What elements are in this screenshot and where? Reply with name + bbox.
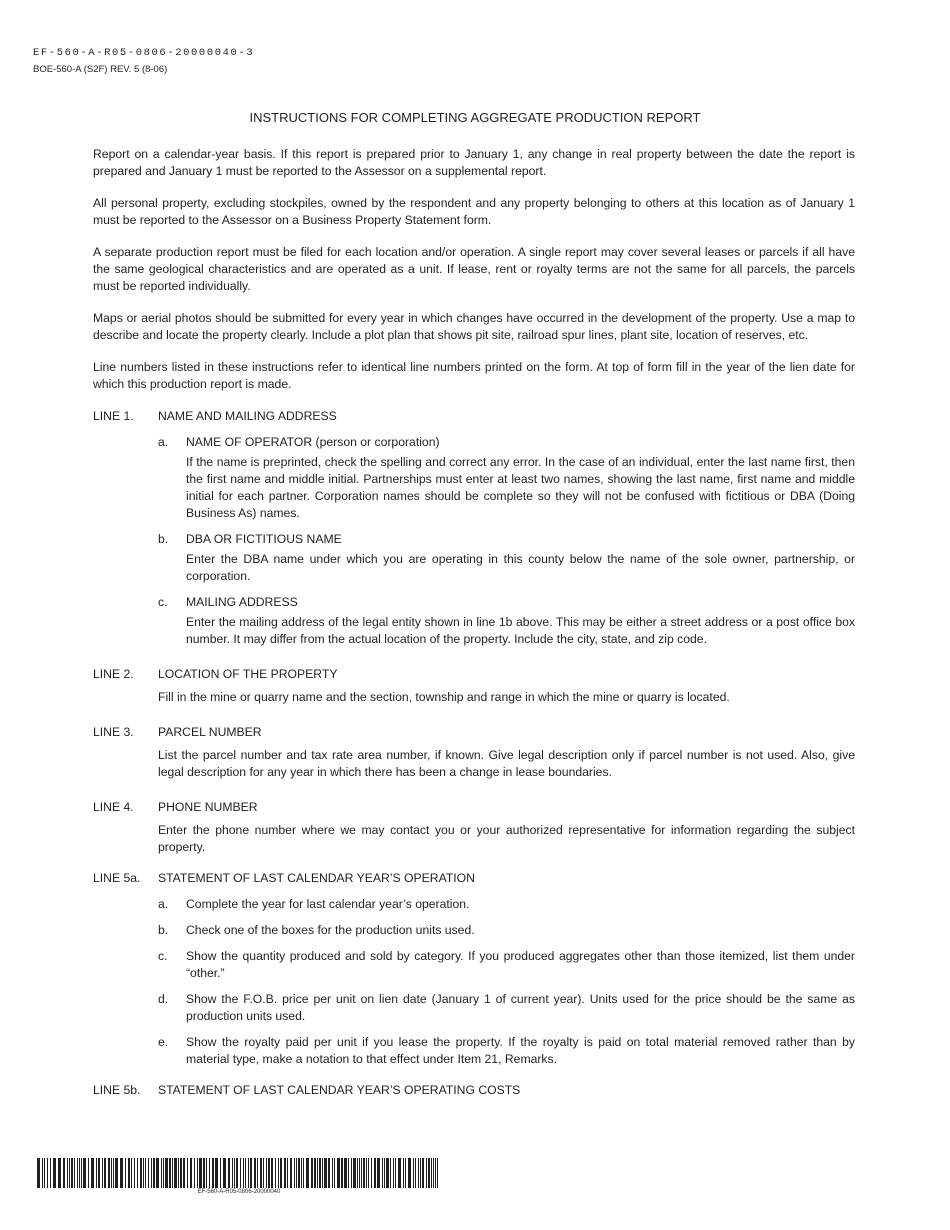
line-5b-title: STATEMENT OF LAST CALENDAR YEAR’S OPERATING COSTS bbox=[158, 1083, 521, 1097]
instructions-content bbox=[93, 146, 855, 1099]
line-5a-item-b-letter: b. bbox=[158, 923, 169, 937]
line-5a-item-c-text: Show the quantity produced and sold by category. If you produced aggregates other than those itemized, list them under “other.” bbox=[186, 949, 855, 980]
line-1b-item bbox=[158, 531, 855, 585]
line-4-title: PHONE NUMBER bbox=[158, 800, 258, 814]
line-2-number: LINE 2. bbox=[93, 667, 134, 681]
line-2-section bbox=[93, 666, 855, 706]
page-title: INSTRUCTIONS FOR COMPLETING AGGREGATE PRODUCTION REPORT bbox=[249, 110, 701, 125]
intro-paragraph-1: Report on a calendar-year basis. If this report is prepared prior to January 1, any change in real property between the date the report is prepared and January 1 must be reported to the Assessor on a supplemental report. bbox=[93, 147, 855, 178]
line-1c-item bbox=[158, 594, 855, 648]
line-5a-item-c bbox=[158, 948, 855, 982]
barcode-text: EF-560-A-R05-0806-20000040 bbox=[197, 1189, 281, 1195]
barcode-image bbox=[37, 1158, 441, 1188]
line-5a-item-d-letter: d. bbox=[158, 992, 169, 1006]
line-5a-item-e-letter: e. bbox=[158, 1035, 169, 1049]
line-1b-letter: b. bbox=[158, 532, 169, 546]
line-4-number: LINE 4. bbox=[93, 800, 134, 814]
line-5a-item-b-text: Check one of the boxes for the production units used. bbox=[186, 923, 475, 937]
line-1a-letter: a. bbox=[158, 435, 169, 449]
line-3-title: PARCEL NUMBER bbox=[158, 725, 262, 739]
line-5a-item-a bbox=[158, 896, 855, 913]
line-5a-item-a-text: Complete the year for last calendar year’s operation. bbox=[186, 897, 470, 911]
intro-paragraph-5: Line numbers listed in these instructions refer to identical line numbers printed on the form. At top of form fill in the year of the lien date for which this production report is made. bbox=[93, 360, 855, 391]
form-id: BOE-560-A (S2F) REV. 5 (8-06) bbox=[33, 64, 168, 75]
line-5a-item-e bbox=[158, 1034, 855, 1068]
line-1a-heading: NAME OF OPERATOR (person or corporation) bbox=[186, 435, 440, 449]
line-5a-item-d bbox=[158, 991, 855, 1025]
line-4-text: Enter the phone number where we may contact you or your authorized representative for information regarding the subject property. bbox=[158, 823, 855, 854]
document-code: EF-560-A-R05-0806-20000040-3 bbox=[33, 47, 255, 59]
line-5a-number: LINE 5a. bbox=[93, 871, 141, 885]
line-2-text: Fill in the mine or quarry name and the section, township and range in which the mine or quarry is located. bbox=[158, 690, 730, 704]
line-3-section bbox=[93, 724, 855, 781]
line-4-section bbox=[93, 799, 855, 856]
line-3-text: List the parcel number and tax rate area number, if known. Give legal description only if parcel number is not used. Also, give legal description for any year in which there has been a change in lease boundaries. bbox=[158, 748, 855, 779]
intro-paragraph-4: Maps or aerial photos should be submitted for every year in which changes have occurred in the development of the property. Use a map to describe and locate the property clearly. Include a plot plan that shows pit site, railroad spur lines, plant site, location of reserves, etc. bbox=[93, 311, 855, 342]
line-5a-title: STATEMENT OF LAST CALENDAR YEAR’S OPERATION bbox=[158, 871, 475, 885]
line-5a-item-e-text: Show the royalty paid per unit if you lease the property. If the royalty is paid on total material removed rather than by material type, make a notation to that effect under Item 21, Remarks. bbox=[186, 1035, 855, 1066]
line-5a-section bbox=[93, 870, 855, 1068]
line-1a-text: If the name is preprinted, check the spelling and correct any error. In the case of an individual, enter the last name first, then the first name and middle initial. Partnerships must enter at least two names, showing the last name, first name and middle initial for each partner. Corporation names should be complete so they will not be confused with fictitious or DBA (Doing Business As) names. bbox=[186, 455, 855, 520]
line-1-section bbox=[93, 408, 855, 648]
line-3-number: LINE 3. bbox=[93, 725, 134, 739]
line-5a-item-b bbox=[158, 922, 855, 939]
line-5a-item-d-text: Show the F.O.B. price per unit on lien date (January 1 of current year). Units used for the price should be the same as production units used. bbox=[186, 992, 855, 1023]
intro-paragraph-2: All personal property, excluding stockpiles, owned by the respondent and any property belonging to others at this location as of January 1 must be reported to the Assessor on a Business Property Statement form. bbox=[93, 196, 855, 227]
line-1c-text: Enter the mailing address of the legal entity shown in line 1b above. This may be either a street address or a post office box number. It may differ from the actual location of the property. Include the city, state, and zip code. bbox=[186, 615, 855, 646]
line-5b-number: LINE 5b. bbox=[93, 1083, 141, 1097]
line-1c-letter: c. bbox=[158, 595, 168, 609]
intro-paragraph-3: A separate production report must be filed for each location and/or operation. A single report may cover several leases or parcels if all have the same geological characteristics and are operated as a unit. If lease, rent or royalty terms are not the same for all parcels, the parcels must be reported individually. bbox=[93, 245, 855, 293]
line-5a-item-c-letter: c. bbox=[158, 949, 168, 963]
line-5a-item-a-letter: a. bbox=[158, 897, 169, 911]
line-1-number: LINE 1. bbox=[93, 409, 134, 423]
line-1b-text: Enter the DBA name under which you are operating in this county below the name of the sole owner, partnership, or corporation. bbox=[186, 552, 855, 583]
line-1-title: NAME AND MAILING ADDRESS bbox=[158, 409, 337, 423]
line-1a-item bbox=[158, 434, 855, 522]
line-2-title: LOCATION OF THE PROPERTY bbox=[158, 667, 338, 681]
line-1b-heading: DBA OR FICTITIOUS NAME bbox=[186, 532, 342, 546]
line-5b-section bbox=[93, 1082, 855, 1099]
line-1c-heading: MAILING ADDRESS bbox=[186, 595, 298, 609]
